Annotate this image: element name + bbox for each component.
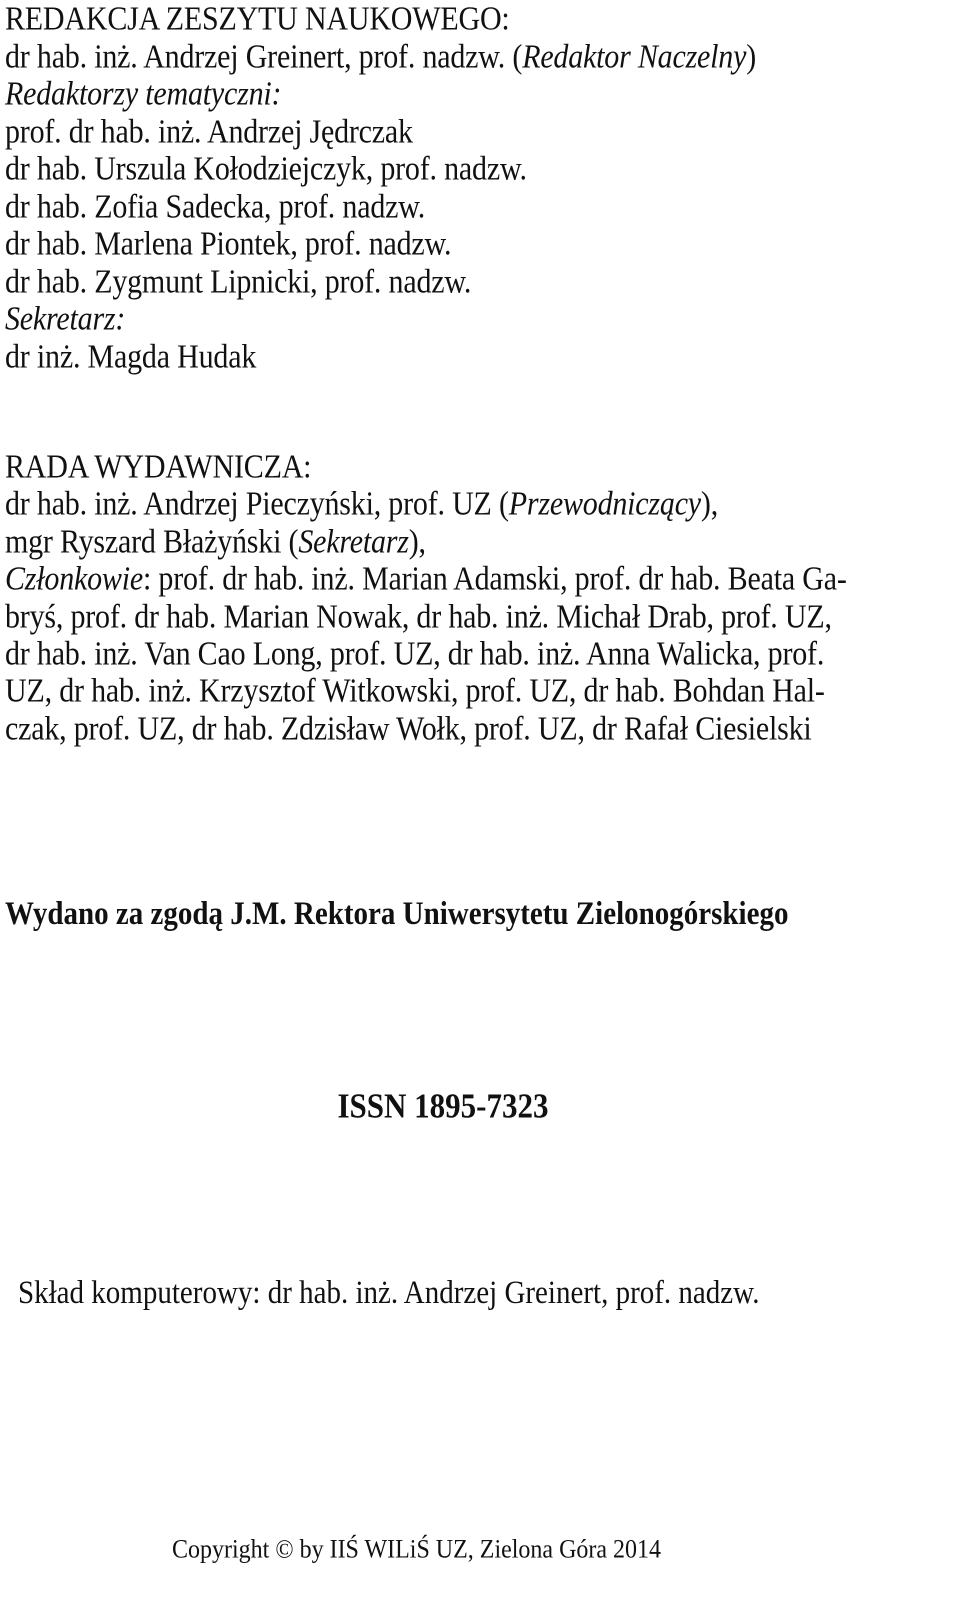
- editorial-line: [5, 186, 425, 227]
- editorial-line: [5, 298, 125, 339]
- text: dr hab. Zygmunt Lipnicki, prof. nadzw.: [5, 262, 472, 300]
- council-line: [5, 708, 812, 749]
- editorial-line: [5, 111, 413, 152]
- editorial-line: [5, 261, 471, 302]
- text: ),: [700, 485, 719, 523]
- text: RADA WYDAWNICZA:: [5, 448, 312, 486]
- italic-text: Redaktor Naczelny: [522, 37, 747, 75]
- text: dr hab. Urszula Kołodziejczyk, prof. nadzw.: [5, 150, 527, 188]
- copyright-notice: Copyright © by IIŚ WILiŚ UZ, Zielona Góra 2014: [172, 1535, 662, 1565]
- typesetting-credit: Skład komputerowy: dr hab. inż. Andrzej Greinert, prof. nadzw.: [18, 1275, 760, 1311]
- text: bryś, prof. dr hab. Marian Nowak, dr hab. inż. Michał Drab, prof. UZ,: [5, 597, 832, 635]
- text: dr hab. inż. Van Cao Long, prof. UZ, dr hab. inż. Anna Walicka, prof.: [5, 635, 825, 673]
- council-line: [5, 633, 824, 674]
- text: dr hab. Marlena Piontek, prof. nadzw.: [5, 225, 452, 263]
- italic-text: Przewodniczący: [508, 485, 701, 523]
- council-line: [5, 521, 426, 562]
- editorial-line: [5, 36, 756, 77]
- text: dr hab. Zofia Sadecka, prof. nadzw.: [5, 187, 426, 225]
- editorial-line: [5, 336, 256, 377]
- italic-text: Sekretarz:: [5, 300, 126, 338]
- text: dr inż. Magda Hudak: [5, 337, 257, 375]
- council-line: [5, 670, 825, 711]
- council-line: [5, 558, 847, 599]
- text: czak, prof. UZ, dr hab. Zdzisław Wołk, prof. UZ, dr Rafał Ciesielski: [5, 710, 812, 747]
- text: mgr Ryszard Błażyński (: [5, 523, 299, 560]
- editorial-line: [5, 148, 527, 189]
- approval-statement: Wydano za zgodą J.M. Rektora Uniwersytetu Zielonogórskiego: [5, 896, 789, 932]
- text: UZ, dr hab. inż. Krzysztof Witkowski, prof. UZ, dr hab. Bohdan Hal-: [5, 672, 825, 710]
- council-line: [5, 483, 718, 524]
- italic-text: Sekretarz: [298, 523, 409, 560]
- text: dr hab. inż. Andrzej Pieczyński, prof. UZ (: [5, 485, 509, 523]
- editorial-line: [5, 0, 510, 39]
- editorial-line: [5, 223, 451, 264]
- text: dr hab. inż. Andrzej Greinert, prof. nadzw. (: [5, 37, 523, 75]
- text: ): [746, 37, 757, 75]
- italic-text: Członkowie: [5, 560, 143, 598]
- text: : prof. dr hab. inż. Marian Adamski, prof. dr hab. Beata Ga-: [143, 560, 847, 598]
- issn-number: ISSN 1895-7323: [337, 1086, 549, 1126]
- editorial-line: [5, 73, 281, 114]
- council-line: [5, 596, 832, 637]
- text: prof. dr hab. inż. Andrzej Jędrczak: [5, 112, 413, 150]
- italic-text: Redaktorzy tematyczni:: [5, 75, 282, 113]
- text: ),: [408, 523, 426, 560]
- council-line: [5, 446, 311, 487]
- text: REDAKCJA ZESZYTU NAUKOWEGO:: [5, 0, 510, 38]
